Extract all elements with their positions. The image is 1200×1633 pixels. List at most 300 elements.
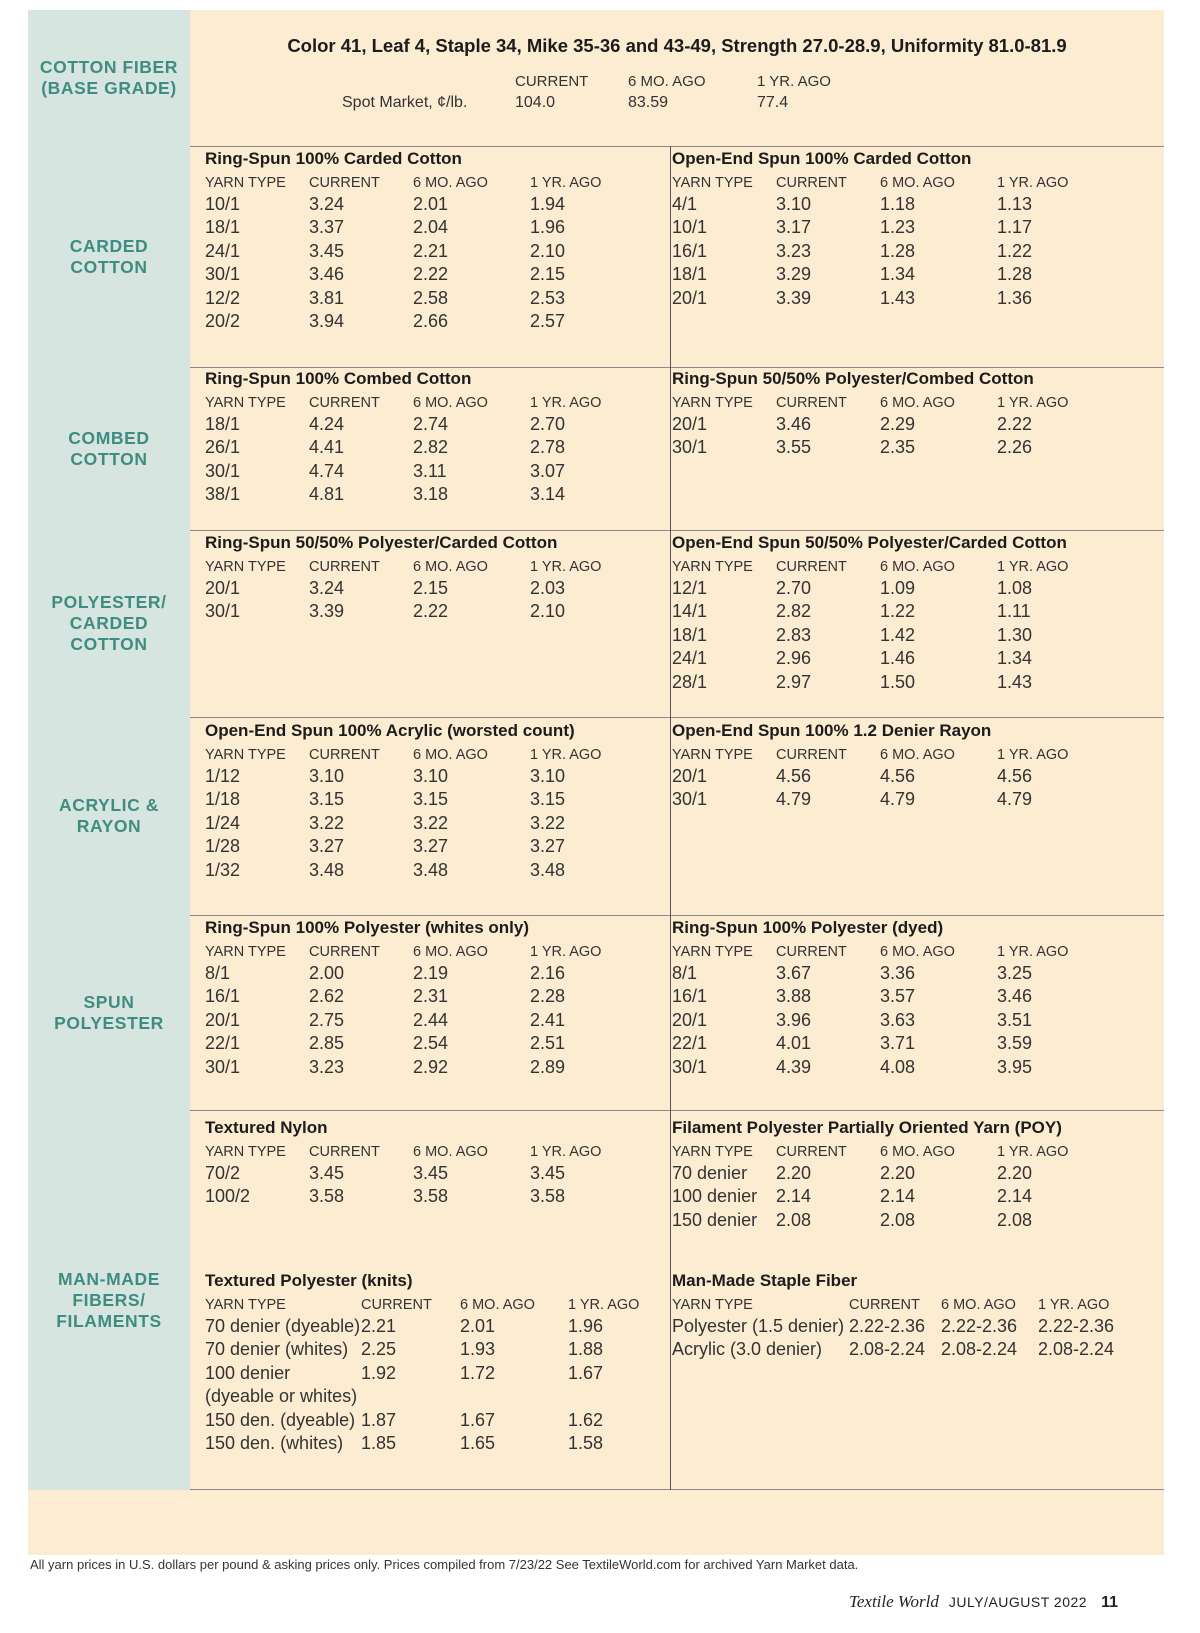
price-cell: 1.96 bbox=[568, 1316, 604, 1336]
price-cell: 2.74 bbox=[413, 414, 449, 434]
price-cell: 1.94 bbox=[530, 194, 566, 214]
column-header: CURRENT bbox=[309, 559, 380, 575]
price-cell: 1.87 bbox=[361, 1409, 397, 1430]
price-cell: 4.01 bbox=[776, 1033, 812, 1054]
price-cell: 2.54 bbox=[413, 1033, 449, 1054]
section-divider bbox=[28, 530, 1164, 531]
column-header: YARN TYPE bbox=[205, 559, 286, 575]
price-cell: 4.74 bbox=[309, 460, 345, 481]
price-cell: 1.23 bbox=[880, 217, 916, 238]
yarn-type-cell: 100 denier bbox=[672, 1186, 758, 1207]
section-label: COMBED COTTON bbox=[28, 367, 190, 530]
price-cell: 2.08 bbox=[997, 1209, 1033, 1230]
table-row bbox=[205, 812, 640, 835]
yarn-type-cell: 1/24 bbox=[205, 812, 241, 833]
spot-market-label: Spot Market, ¢/lb. bbox=[342, 94, 468, 111]
column-header: YARN TYPE bbox=[672, 395, 753, 411]
yarn-type-cell: 4/1 bbox=[672, 194, 698, 214]
price-cell: 3.58 bbox=[309, 1186, 345, 1207]
table-row bbox=[205, 1432, 678, 1455]
header-row bbox=[672, 1142, 1107, 1162]
price-cell: 3.55 bbox=[776, 437, 812, 458]
section-label: MAN-MADE FIBERS/ FILAMENTS bbox=[28, 1110, 190, 1490]
price-cell: 3.45 bbox=[309, 1163, 345, 1183]
column-header: 6 MO. AGO bbox=[413, 175, 488, 191]
price-cell: 3.67 bbox=[776, 963, 812, 983]
column-header: 1 YR. AGO bbox=[530, 175, 602, 191]
right-table bbox=[672, 557, 1107, 694]
right-panel bbox=[672, 720, 1107, 812]
column-header: 1 YR. AGO bbox=[530, 559, 602, 575]
right-title: Ring-Spun 100% Polyester (dyed) bbox=[672, 918, 944, 937]
left-title: Textured Nylon bbox=[205, 1118, 328, 1137]
table-row bbox=[672, 788, 1107, 811]
price-cell: 3.58 bbox=[530, 1186, 566, 1207]
price-cell: 2.70 bbox=[530, 414, 566, 434]
price-cell: 2.20 bbox=[997, 1163, 1033, 1183]
spot-column-header: 6 MO. AGO bbox=[628, 73, 706, 90]
column-header: CURRENT bbox=[309, 175, 380, 191]
section-divider bbox=[28, 146, 1164, 147]
table-row bbox=[205, 1056, 640, 1079]
table-row bbox=[205, 1409, 678, 1432]
yarn-type-cell: 30/1 bbox=[205, 601, 241, 622]
price-cell: 2.35 bbox=[880, 437, 916, 458]
left-title: Open-End Spun 100% Acrylic (worsted count) bbox=[205, 721, 575, 740]
price-cell: 2.08 bbox=[776, 1209, 812, 1230]
table-row bbox=[672, 436, 1107, 459]
header-row bbox=[205, 745, 640, 765]
header-row bbox=[672, 173, 1107, 193]
left-title: Ring-Spun 100% Combed Cotton bbox=[205, 369, 472, 388]
column-header: CURRENT bbox=[309, 944, 380, 960]
right-title: Filament Polyester Partially Oriented Yarn (POY) bbox=[672, 1118, 1062, 1137]
price-cell: 2.20 bbox=[880, 1163, 916, 1183]
column-header: YARN TYPE bbox=[672, 175, 753, 191]
yarn-type-cell: (dyeable or whites) bbox=[205, 1386, 358, 1407]
yarn-type-cell: 24/1 bbox=[672, 648, 708, 669]
right-title: Open-End Spun 100% 1.2 Denier Rayon bbox=[672, 721, 992, 740]
price-cell: 1.46 bbox=[880, 648, 916, 669]
table-row bbox=[672, 1056, 1107, 1079]
table-row bbox=[672, 413, 1107, 436]
price-cell: 2.14 bbox=[880, 1186, 916, 1207]
price-cell: 2.70 bbox=[776, 578, 812, 598]
table-row bbox=[672, 962, 1107, 985]
magazine-name: Textile World bbox=[848, 1592, 939, 1611]
price-cell: 3.95 bbox=[997, 1056, 1033, 1077]
table-row bbox=[672, 263, 1107, 286]
column-header: 1 YR. AGO bbox=[997, 559, 1069, 575]
column-header: 1 YR. AGO bbox=[997, 395, 1069, 411]
table-row bbox=[672, 287, 1107, 310]
yarn-type-cell: 70 denier bbox=[672, 1163, 748, 1183]
price-cell: 3.58 bbox=[413, 1186, 449, 1207]
price-cell: 1.72 bbox=[460, 1362, 496, 1383]
price-cell: 2.22 bbox=[997, 414, 1033, 434]
yarn-type-cell: 38/1 bbox=[205, 484, 241, 505]
column-header: YARN TYPE bbox=[672, 559, 753, 575]
right-lower-table bbox=[672, 1295, 1148, 1362]
right-table bbox=[672, 942, 1107, 1079]
table-row bbox=[205, 413, 640, 436]
yarn-type-cell: 20/1 bbox=[672, 766, 708, 786]
yarn-type-cell: 20/1 bbox=[672, 287, 708, 308]
price-cell: 2.08 bbox=[880, 1209, 916, 1230]
table-row bbox=[672, 1338, 1148, 1361]
price-cell: 3.29 bbox=[776, 264, 812, 285]
table-row bbox=[672, 600, 1107, 623]
column-header: CURRENT bbox=[776, 175, 847, 191]
table-row bbox=[205, 1009, 640, 1032]
price-cell: 2.75 bbox=[309, 1009, 345, 1030]
table-row bbox=[672, 765, 1107, 788]
column-header: 1 YR. AGO bbox=[1038, 1297, 1110, 1313]
right-panel bbox=[672, 148, 1107, 310]
yarn-type-cell: 150 den. (dyeable) bbox=[205, 1409, 356, 1430]
column-header: 1 YR. AGO bbox=[997, 175, 1069, 191]
table-row bbox=[205, 240, 640, 263]
yarn-type-cell: 20/1 bbox=[672, 1009, 708, 1030]
price-cell: 1.22 bbox=[997, 240, 1033, 261]
table-row bbox=[205, 1315, 678, 1338]
column-header: 6 MO. AGO bbox=[880, 395, 955, 411]
price-cell: 2.89 bbox=[530, 1056, 566, 1077]
price-cell: 3.45 bbox=[413, 1163, 449, 1183]
price-cell: 2.58 bbox=[413, 287, 449, 308]
column-header: CURRENT bbox=[776, 559, 847, 575]
price-cell: 2.21 bbox=[361, 1316, 397, 1336]
yarn-type-cell: 16/1 bbox=[672, 986, 708, 1007]
price-cell bbox=[361, 1385, 460, 1408]
price-cell: 1.65 bbox=[460, 1433, 496, 1454]
column-header: 1 YR. AGO bbox=[530, 1144, 602, 1160]
table-row bbox=[672, 193, 1107, 216]
price-cell: 1.34 bbox=[880, 264, 916, 285]
price-cell: 1.11 bbox=[997, 601, 1031, 622]
left-table bbox=[205, 173, 640, 333]
yarn-type-cell: 20/2 bbox=[205, 311, 241, 332]
column-header: 6 MO. AGO bbox=[880, 175, 955, 191]
header-row bbox=[672, 942, 1107, 962]
table-row bbox=[205, 859, 640, 882]
price-cell: 2.26 bbox=[997, 437, 1033, 458]
table-row bbox=[205, 1185, 640, 1208]
yarn-type-cell: 150 den. (whites) bbox=[205, 1433, 344, 1454]
price-cell: 1.93 bbox=[460, 1339, 496, 1360]
table-row bbox=[672, 216, 1107, 239]
yarn-type-cell: 30/1 bbox=[672, 1056, 708, 1077]
left-panel bbox=[205, 148, 640, 333]
price-cell: 1.58 bbox=[568, 1433, 604, 1454]
column-header: CURRENT bbox=[849, 1297, 920, 1313]
column-header: 6 MO. AGO bbox=[413, 747, 488, 763]
price-cell: 1.34 bbox=[997, 648, 1033, 669]
right-table bbox=[672, 393, 1107, 460]
left-table bbox=[205, 942, 640, 1079]
table-row bbox=[205, 1362, 678, 1385]
table-row bbox=[205, 962, 640, 985]
price-cell: 4.79 bbox=[997, 789, 1033, 810]
table-bottom-rule bbox=[28, 1489, 1164, 1490]
column-header: CURRENT bbox=[309, 395, 380, 411]
price-cell: 3.48 bbox=[413, 859, 449, 880]
column-header: YARN TYPE bbox=[672, 944, 753, 960]
yarn-type-cell: 14/1 bbox=[672, 601, 708, 622]
header-row bbox=[205, 557, 640, 577]
price-cell: 2.16 bbox=[530, 963, 566, 983]
price-cell: 1.67 bbox=[460, 1409, 496, 1430]
column-header: 1 YR. AGO bbox=[997, 1144, 1069, 1160]
price-cell: 2.22 bbox=[413, 264, 449, 285]
right-panel bbox=[672, 368, 1107, 460]
left-panel bbox=[205, 1117, 640, 1209]
yarn-type-cell: 24/1 bbox=[205, 240, 241, 261]
price-cell: 3.22 bbox=[413, 812, 449, 833]
yarn-type-cell: 16/1 bbox=[205, 986, 241, 1007]
column-header: CURRENT bbox=[361, 1297, 432, 1313]
table-row bbox=[205, 193, 640, 216]
header-row bbox=[205, 942, 640, 962]
price-cell: 3.17 bbox=[776, 217, 812, 238]
column-header: YARN TYPE bbox=[205, 395, 286, 411]
table-row bbox=[672, 1315, 1148, 1338]
table-row bbox=[205, 483, 640, 506]
price-cell: 3.18 bbox=[413, 484, 449, 505]
section-label: CARDED COTTON bbox=[28, 146, 190, 367]
column-header: 6 MO. AGO bbox=[880, 1144, 955, 1160]
footnote: All yarn prices in U.S. dollars per pound & asking prices only. Prices compiled from 7/23/22 See TextileWorld.com for archived Yarn Market data. bbox=[30, 1557, 859, 1572]
price-cell: 2.25 bbox=[361, 1339, 397, 1360]
table-row bbox=[205, 263, 640, 286]
column-header: 6 MO. AGO bbox=[413, 1144, 488, 1160]
price-cell: 3.24 bbox=[309, 194, 345, 214]
price-cell: 2.82 bbox=[413, 437, 449, 458]
price-cell: 4.39 bbox=[776, 1056, 812, 1077]
price-cell: 1.30 bbox=[997, 624, 1033, 645]
yarn-type-cell: 18/1 bbox=[205, 414, 241, 434]
price-cell: 2.00 bbox=[309, 963, 345, 983]
column-header: YARN TYPE bbox=[205, 175, 286, 191]
left-panel bbox=[205, 917, 640, 1079]
price-cell: 2.53 bbox=[530, 287, 566, 308]
table-row bbox=[205, 600, 640, 623]
section-label: SPUN POLYESTER bbox=[28, 915, 190, 1110]
spot-market-value: 77.4 bbox=[757, 94, 789, 111]
yarn-market-table bbox=[28, 10, 1164, 1555]
column-header: 6 MO. AGO bbox=[413, 944, 488, 960]
price-cell: 1.62 bbox=[568, 1409, 604, 1430]
price-cell: 2.20 bbox=[776, 1163, 812, 1183]
price-cell: 4.81 bbox=[309, 484, 345, 505]
price-cell: 3.81 bbox=[309, 287, 345, 308]
yarn-type-cell: 70/2 bbox=[205, 1163, 241, 1183]
left-title: Ring-Spun 100% Carded Cotton bbox=[205, 149, 462, 168]
yarn-type-cell: Polyester (1.5 denier) bbox=[672, 1316, 845, 1336]
yarn-type-cell: 26/1 bbox=[205, 437, 241, 458]
column-header: CURRENT bbox=[776, 747, 847, 763]
column-header: YARN TYPE bbox=[205, 1297, 286, 1313]
left-lower-title: Textured Polyester (knits) bbox=[205, 1271, 413, 1290]
right-title: Ring-Spun 50/50% Polyester/Combed Cotton bbox=[672, 369, 1034, 388]
yarn-type-cell: 12/1 bbox=[672, 578, 708, 598]
column-header: 6 MO. AGO bbox=[941, 1297, 1016, 1313]
right-panel bbox=[672, 532, 1107, 694]
column-header: 1 YR. AGO bbox=[530, 747, 602, 763]
price-cell: 4.56 bbox=[776, 766, 812, 786]
yarn-type-cell: 10/1 bbox=[205, 194, 241, 214]
price-cell: 3.36 bbox=[880, 963, 916, 983]
right-title: Open-End Spun 100% Carded Cotton bbox=[672, 149, 972, 168]
price-cell: 2.82 bbox=[776, 601, 812, 622]
price-cell: 2.10 bbox=[530, 601, 566, 622]
price-cell: 3.10 bbox=[530, 766, 566, 786]
left-panel bbox=[205, 368, 640, 507]
yarn-type-cell: 30/1 bbox=[672, 789, 708, 810]
price-cell: 1.36 bbox=[997, 287, 1033, 308]
column-header: 1 YR. AGO bbox=[997, 944, 1069, 960]
price-cell: 1.13 bbox=[997, 194, 1033, 214]
price-cell: 2.85 bbox=[309, 1033, 345, 1054]
price-cell: 2.14 bbox=[997, 1186, 1033, 1207]
spot-column-header: CURRENT bbox=[515, 73, 589, 90]
column-header: 6 MO. AGO bbox=[413, 395, 488, 411]
price-cell: 4.56 bbox=[997, 766, 1033, 786]
price-cell: 3.46 bbox=[309, 264, 345, 285]
price-cell: 2.92 bbox=[413, 1056, 449, 1077]
yarn-type-cell: 10/1 bbox=[672, 217, 708, 238]
table-row bbox=[672, 1009, 1107, 1032]
price-cell: 2.29 bbox=[880, 414, 916, 434]
column-header: 1 YR. AGO bbox=[530, 395, 602, 411]
table-row bbox=[205, 436, 640, 459]
price-cell: 1.17 bbox=[997, 217, 1033, 238]
yarn-type-cell: 28/1 bbox=[672, 671, 708, 692]
yarn-type-cell: 70 denier (whites) bbox=[205, 1339, 349, 1360]
yarn-type-cell: 20/1 bbox=[205, 578, 241, 598]
column-header: CURRENT bbox=[776, 395, 847, 411]
price-cell: 3.07 bbox=[530, 460, 566, 481]
price-cell: 3.10 bbox=[413, 766, 449, 786]
price-cell: 1.42 bbox=[880, 624, 916, 645]
column-header: YARN TYPE bbox=[672, 1297, 753, 1313]
right-lower-panel bbox=[672, 1270, 1148, 1362]
left-table bbox=[205, 1142, 640, 1209]
table-row bbox=[205, 216, 640, 239]
price-cell: 3.23 bbox=[309, 1056, 345, 1077]
header-row bbox=[205, 393, 640, 413]
price-cell: 2.19 bbox=[413, 963, 449, 983]
yarn-type-cell: 20/1 bbox=[672, 414, 708, 434]
right-table bbox=[672, 173, 1107, 310]
price-cell: 4.56 bbox=[880, 766, 916, 786]
section-label: ACRYLIC & RAYON bbox=[28, 717, 190, 915]
price-cell: 2.96 bbox=[776, 648, 812, 669]
price-cell: 2.15 bbox=[413, 578, 449, 598]
yarn-type-cell: 1/32 bbox=[205, 859, 241, 880]
price-cell: 3.39 bbox=[776, 287, 812, 308]
yarn-type-cell: 30/1 bbox=[672, 437, 708, 458]
column-header: 1 YR. AGO bbox=[568, 1297, 640, 1313]
column-header: YARN TYPE bbox=[205, 747, 286, 763]
right-title: Open-End Spun 50/50% Polyester/Carded Cotton bbox=[672, 533, 1067, 552]
column-header: CURRENT bbox=[776, 1144, 847, 1160]
price-cell: 2.08-2.24 bbox=[849, 1339, 926, 1360]
price-cell: 2.10 bbox=[530, 240, 566, 261]
left-title: Ring-Spun 50/50% Polyester/Carded Cotton bbox=[205, 533, 558, 552]
yarn-type-cell: 8/1 bbox=[672, 963, 698, 983]
price-cell: 4.41 bbox=[309, 437, 345, 458]
price-cell: 2.15 bbox=[530, 264, 566, 285]
price-cell: 1.28 bbox=[997, 264, 1033, 285]
price-cell: 3.37 bbox=[309, 217, 345, 238]
table-row bbox=[205, 835, 640, 858]
table-row bbox=[205, 577, 640, 600]
price-cell: 1.92 bbox=[361, 1362, 397, 1383]
price-cell: 1.28 bbox=[880, 240, 916, 261]
yarn-type-cell: 70 denier (dyeable) bbox=[205, 1316, 361, 1336]
yarn-type-cell: 1/28 bbox=[205, 836, 241, 857]
right-panel bbox=[672, 1117, 1107, 1232]
price-cell: 3.46 bbox=[776, 414, 812, 434]
header-row bbox=[205, 1142, 640, 1162]
column-header: YARN TYPE bbox=[205, 1144, 286, 1160]
left-panel bbox=[205, 532, 640, 624]
price-cell: 1.22 bbox=[880, 601, 916, 622]
table-row bbox=[672, 985, 1107, 1008]
price-cell: 2.41 bbox=[530, 1009, 566, 1030]
price-cell: 3.11 bbox=[413, 460, 447, 481]
column-header: CURRENT bbox=[309, 1144, 380, 1160]
table-row bbox=[672, 624, 1107, 647]
price-cell: 3.27 bbox=[530, 836, 566, 857]
price-cell: 3.45 bbox=[309, 240, 345, 261]
right-lower-title: Man-Made Staple Fiber bbox=[672, 1271, 858, 1290]
price-cell: 3.45 bbox=[530, 1163, 566, 1183]
price-cell: 3.96 bbox=[776, 1009, 812, 1030]
price-cell: 1.43 bbox=[880, 287, 916, 308]
column-header: 6 MO. AGO bbox=[460, 1297, 535, 1313]
table-row bbox=[205, 765, 640, 788]
price-cell: 3.24 bbox=[309, 578, 345, 598]
yarn-type-cell: 30/1 bbox=[205, 460, 241, 481]
yarn-type-cell: 150 denier bbox=[672, 1209, 758, 1230]
section-label: POLYESTER/ CARDED COTTON bbox=[28, 530, 190, 717]
price-cell: 1.67 bbox=[568, 1362, 604, 1383]
price-cell: 3.27 bbox=[413, 836, 449, 857]
price-cell: 1.43 bbox=[997, 671, 1033, 692]
price-cell: 2.28 bbox=[530, 986, 566, 1007]
price-cell: 2.66 bbox=[413, 311, 449, 332]
right-table bbox=[672, 1142, 1107, 1232]
page-number: 11 bbox=[1101, 1594, 1118, 1611]
price-cell: 2.04 bbox=[413, 217, 449, 238]
price-cell: 2.01 bbox=[413, 194, 449, 214]
left-table bbox=[205, 557, 640, 624]
header-row bbox=[672, 1295, 1148, 1315]
price-cell: 2.44 bbox=[413, 1009, 449, 1030]
table-row bbox=[672, 1185, 1107, 1208]
price-cell: 2.22-2.36 bbox=[849, 1316, 926, 1336]
price-cell: 3.63 bbox=[880, 1009, 916, 1030]
left-lower-table bbox=[205, 1295, 678, 1455]
header-row bbox=[672, 557, 1107, 577]
price-cell: 2.22-2.36 bbox=[1038, 1316, 1115, 1336]
price-cell: 3.57 bbox=[880, 986, 916, 1007]
table-row bbox=[205, 985, 640, 1008]
issue-date: JULY/AUGUST 2022 bbox=[948, 1594, 1088, 1610]
price-cell: 1.09 bbox=[880, 578, 916, 598]
